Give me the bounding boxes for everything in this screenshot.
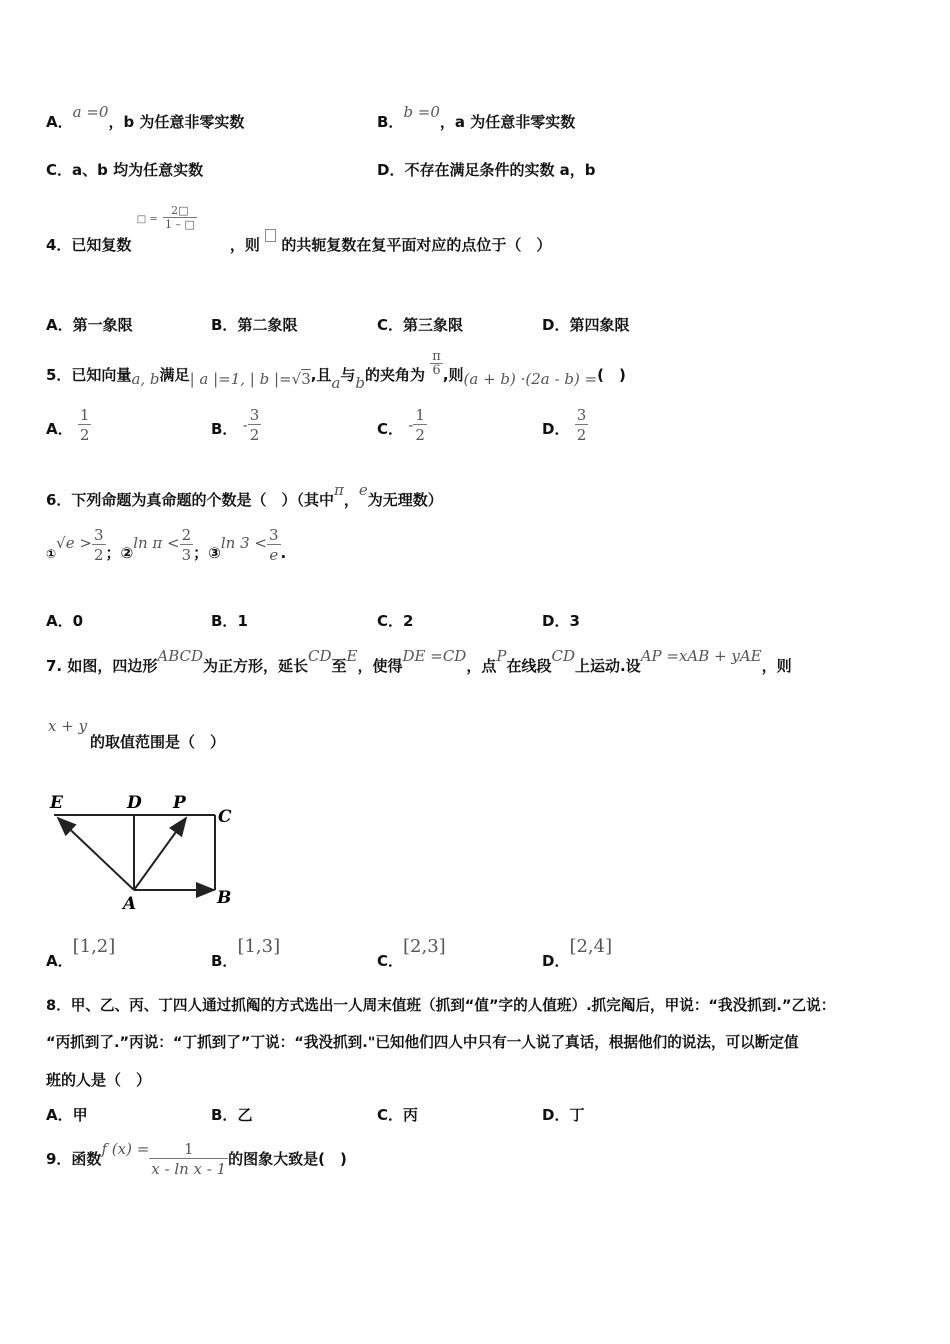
q7-stem: 7. 如图，四边形ABCD为正方形，延长CD至E，使得DE =CD，点P在线段CD上运动.设AP =xAB + yAE，则 xyxy=(46,647,792,675)
q8-option-a: A．甲 xyxy=(46,1106,88,1124)
q5-b-fraction: $\frac{3}{2}$ xyxy=(249,406,260,444)
q4-option-b: B．第二象限 xyxy=(211,316,298,334)
q9-fraction: $\frac{1}{\text{x - ln x - 1}}$ xyxy=(151,1140,227,1178)
q3-option-b: B．b =0，a 为任意非零实数 xyxy=(377,103,576,131)
q4-fraction: $\frac{2□}{1 - □}$ xyxy=(164,204,195,231)
q4-option-c: C．第三象限 xyxy=(377,316,464,334)
q8-option-d: D．丁 xyxy=(542,1106,585,1124)
q8-line-1: 8．甲、乙、丙、丁四人通过抓阄的方式选出一人周末值班（抓到“值”字的人值班）.抓完阄后，甲说：“我没抓到.”乙说： xyxy=(46,997,836,1014)
q5-angle-fraction: $\frac{\pi}{6}$ xyxy=(432,349,441,378)
label-a: A xyxy=(123,894,137,914)
q6-option-d: D．3 xyxy=(542,612,580,630)
q4-z-placeholder xyxy=(265,229,276,242)
label-e: E xyxy=(50,793,63,813)
q6-statements: $_①$√e > $\frac{3}{2}$ ；②ln π < $\frac{2}{3}$ ；③ln 3 < $\frac{3}{e}$ . xyxy=(46,526,287,564)
q5-a-fraction: $\frac{1}{2}$ xyxy=(79,406,90,444)
label-d: D xyxy=(127,793,142,813)
label-b: B xyxy=(217,888,232,908)
q9-stem: 9．函数f (x) = $\frac{1}{\text{x - ln x - 1}}$ 的图象大致是( ) xyxy=(46,1140,347,1178)
vector-ae xyxy=(58,818,134,890)
q6-frac-3: $\frac{3}{e}$ xyxy=(268,526,279,564)
q7-option-d: D．[2,4] xyxy=(542,936,613,970)
q8-line-2: “丙抓到了.”丙说：“丁抓到了”丁说：“我没抓到."已知他们四人中只有一人说了真话，根据他们的说法，可以断定值 xyxy=(46,1034,799,1051)
q4-stem: 4．已知复数 □ = $\frac{2□}{1 - □}$ ，则 的共轭复数在复平面对应的点位于（ ） xyxy=(46,204,552,254)
q6-frac-2: $\frac{2}{3}$ xyxy=(181,526,192,564)
q3-option-d: D．不存在满足条件的实数 a，b xyxy=(377,161,596,179)
q5-c-fraction: $\frac{1}{2}$ xyxy=(415,406,425,444)
q7-option-a: A．[1,2] xyxy=(46,936,116,970)
q5-d-fraction: $\frac{3}{2}$ xyxy=(576,406,587,444)
q8-option-c: C．丙 xyxy=(377,1106,419,1124)
q4-formula: □ = $\frac{2□}{1 - □}$ xyxy=(136,204,195,231)
q6-option-b: B．1 xyxy=(211,612,248,630)
q7-option-b: B．[1,3] xyxy=(211,936,281,970)
q8-line-3: 班的人是（ ） xyxy=(46,1071,152,1089)
q6-option-a: A．0 xyxy=(46,612,84,630)
q3-option-a: A．a =0，b 为任意非零实数 xyxy=(46,103,245,131)
q7-stem-line2-text: 的取值范围是（ ） xyxy=(90,733,226,751)
label-c: C xyxy=(218,807,232,827)
q6-stem: 6．下列命题为真命题的个数是（ ）（其中π，e为无理数） xyxy=(46,481,443,509)
vector-ap xyxy=(134,818,186,890)
q7-option-c: C．[2,3] xyxy=(377,936,446,970)
q7-figure xyxy=(40,786,250,916)
q5-option-a: A． $\frac{1}{2}$ xyxy=(46,406,90,444)
q5-stem: 5．已知向量a, b满足| a |=1, | b |=√3,且a与b的夹角为 $\frac{\pi}{6}$ ,则(a + b) ·(2a - b) =( ) xyxy=(46,349,626,392)
q3-b-math: b =0 xyxy=(403,103,440,121)
q4-option-a: A．第一象限 xyxy=(46,316,133,334)
q3-a-math: a =0 xyxy=(72,103,109,121)
q7-stem-line2: x + y xyxy=(48,717,88,735)
q3-option-c: C．a、b 均为任意实数 xyxy=(46,161,204,179)
q5-option-d: D． $\frac{3}{2}$ xyxy=(542,406,587,444)
q5-option-b: B． - $\frac{3}{2}$ xyxy=(211,406,260,444)
q4-option-d: D．第四象限 xyxy=(542,316,630,334)
q5-option-c: C． - $\frac{1}{2}$ xyxy=(377,406,425,444)
q6-frac-1: $\frac{3}{2}$ xyxy=(93,526,104,564)
q8-option-b: B．乙 xyxy=(211,1106,253,1124)
q6-option-c: C．2 xyxy=(377,612,414,630)
label-p: P xyxy=(173,793,186,813)
